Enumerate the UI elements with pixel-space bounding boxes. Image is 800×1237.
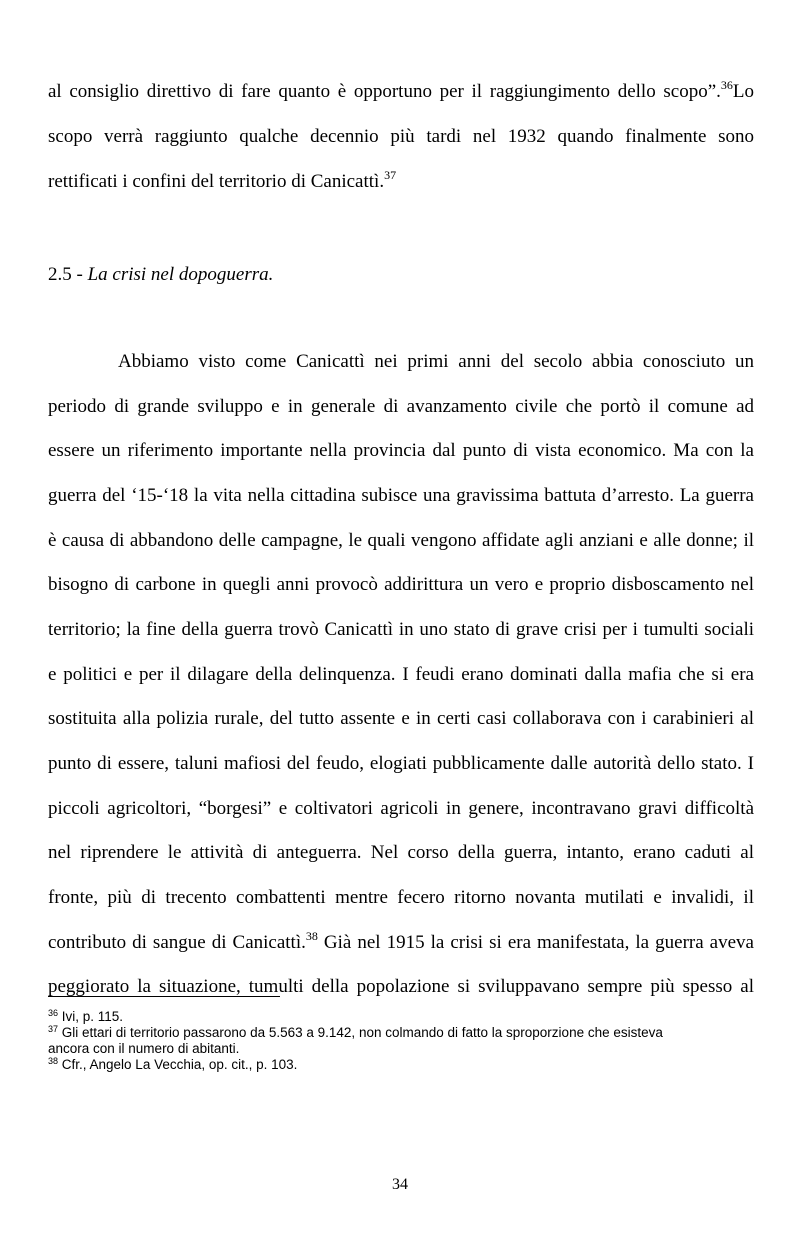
footnote-37-continuation: ancora con il numero di abitanti. xyxy=(48,1041,240,1056)
body-line: essere un riferimento importante nella provincia dal punto di vista economico. Ma con la xyxy=(48,440,754,461)
page-number: 34 xyxy=(392,1176,408,1193)
body-line: scopo verrà raggiunto qualche decennio più tardi nel 1932 quando finalmente sono xyxy=(48,126,754,147)
body-line: al consiglio direttivo di fare quanto è opportuno per il raggiungimento dello scopo”.$^{36}$Lo xyxy=(48,78,754,102)
footnote-38: $^{38}$ Cfr., Angelo La Vecchia, op. cit., p. 103. xyxy=(48,1056,298,1072)
footnote-37: $^{37}$ Gli ettari di territorio passarono da 5.563 a 9.142, non colmando di fatto la sproporzione che esisteva xyxy=(48,1024,663,1040)
footnote-ref-36[interactable]: 36 xyxy=(720,78,733,92)
section-number: 2.5 - xyxy=(48,264,88,285)
body-line: e politici e per il dilagare della delinquenza. I feudi erano dominati dalla mafia che si era xyxy=(48,664,754,685)
body-line: bisogno di carbone in quegli anni provocò addirittura un vero e proprio disboscamento nel xyxy=(48,574,754,595)
body-line: guerra del ‘15-‘18 la vita nella cittadina subisce una gravissima battuta d’arresto. La guerra xyxy=(48,485,754,506)
body-line: è causa di abbandono delle campagne, le quali vengono affidate agli anziani e alle donne; il xyxy=(48,530,754,551)
footnote-ref-37[interactable]: 37 xyxy=(384,168,397,182)
footnote-ref-38[interactable]: 38 xyxy=(305,929,318,943)
body-line: Abbiamo visto come Canicattì nei primi anni del secolo abbia conosciuto un xyxy=(118,351,754,372)
body-line: rettificati i confini del territorio di Canicattì.$^{37}$ xyxy=(48,168,397,192)
body-line: contributo di sangue di Canicattì.$^{38}$ Già nel 1915 la crisi si era manifestata, la guerra aveva xyxy=(48,929,754,953)
section-title: La crisi nel dopoguerra. xyxy=(87,264,274,285)
body-line: punto di essere, taluni mafiosi del feudo, elogiati pubblicamente dalle autorità dello stato. I xyxy=(48,753,754,774)
section-heading xyxy=(48,263,273,287)
body-line: peggiorato la situazione, tumulti della popolazione si sviluppavano sempre più spesso al xyxy=(48,976,754,997)
body-line: piccoli agricoltori, “borgesi” e coltivatori agricoli in genere, incontravano gravi difficoltà xyxy=(48,798,754,819)
body-line: periodo di grande sviluppo e in generale di avanzamento civile che portò il comune ad xyxy=(48,396,754,417)
footnote-36: $^{36}$ Ivi, p. 115. xyxy=(48,1008,124,1024)
body-line: sostituita alla polizia rurale, del tutto assente e in certi casi collaborava con i carabinieri al xyxy=(48,708,754,729)
footnote-separator xyxy=(48,996,280,997)
body-line: fronte, più di trecento combattenti mentre fecero ritorno novanta mutilati e invalidi, il xyxy=(48,887,754,908)
body-line: nel riprendere le attività di anteguerra. Nel corso della guerra, intanto, erano caduti al xyxy=(48,842,754,863)
body-line: territorio; la fine della guerra trovò Canicattì in uno stato di grave crisi per i tumulti sociali xyxy=(48,619,754,640)
